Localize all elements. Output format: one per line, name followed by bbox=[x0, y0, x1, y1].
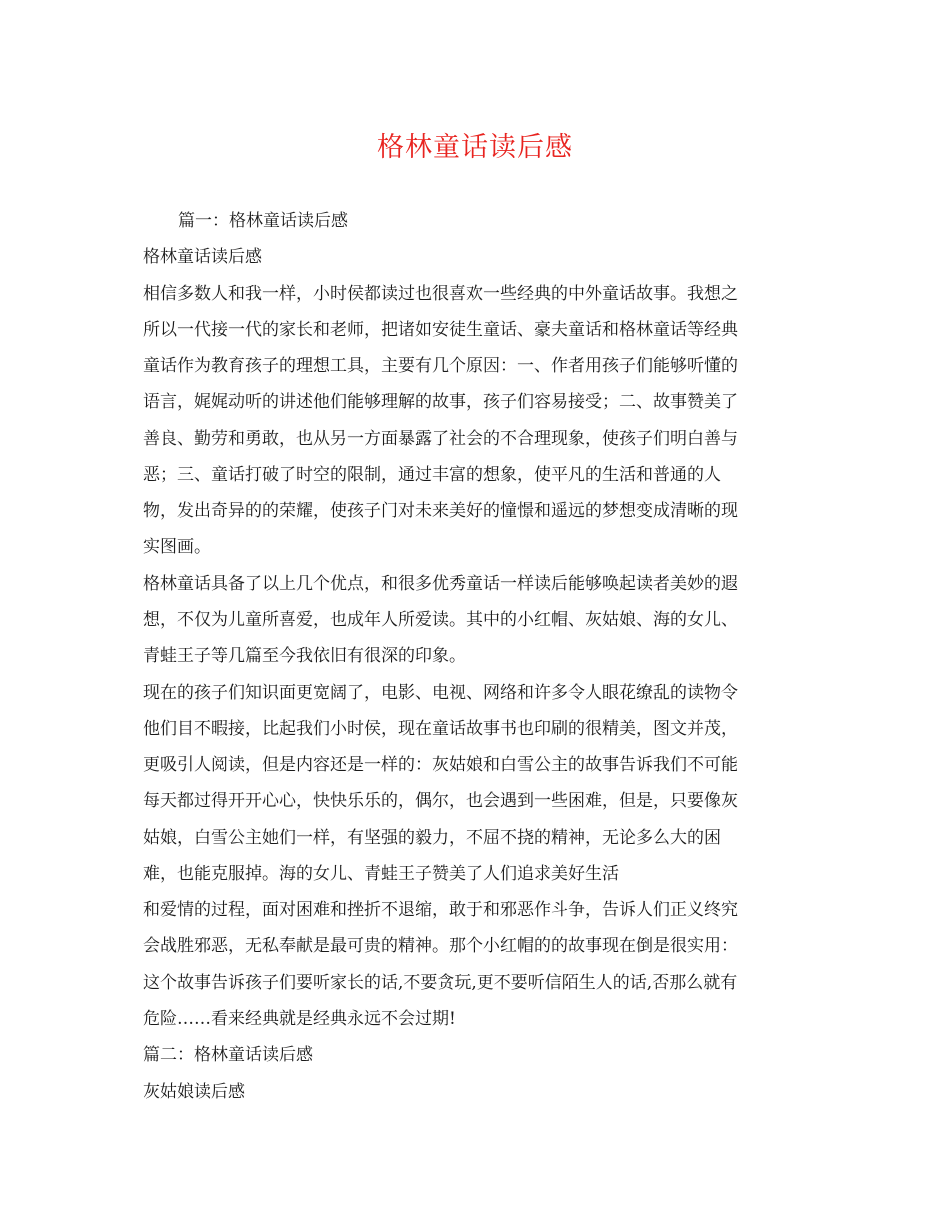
paragraph-line: 危险……看来经典就是经典永远不会过期! bbox=[143, 1009, 456, 1029]
paragraph-line: 会战胜邪恶，无私奉献是最可贵的精神。那个小红帽的的故事现在倒是很实用： bbox=[143, 936, 738, 956]
paragraph-line: 恶；三、童话打破了时空的限制，通过丰富的想象，使平凡的生活和普通的人 bbox=[143, 465, 721, 485]
paragraph-line: 格林童话具备了以上几个优点，和很多优秀童话一样读后能够唤起读者美妙的遐 bbox=[143, 574, 738, 594]
paragraph-line: 他们目不暇接，比起我们小时侯，现在童话故事书也印刷的很精美，图文并茂， bbox=[143, 719, 738, 739]
subtitle-2: 灰姑娘读后感 bbox=[143, 1082, 245, 1102]
paragraph-line: 更吸引人阅读，但是内容还是一样的：灰姑娘和白雪公主的故事告诉我们不可能 bbox=[143, 755, 738, 775]
paragraph-line: 物，发出奇异的的荣耀，使孩子门对未来美好的憧憬和遥远的梦想变成清晰的现 bbox=[143, 501, 738, 521]
subtitle-1: 格林童话读后感 bbox=[143, 247, 262, 267]
paragraph-line: 实图画。 bbox=[143, 537, 211, 557]
paragraph-line: 姑娘，白雪公主她们一样，有坚强的毅力，不屈不挠的精神，无论多么大的困 bbox=[143, 828, 721, 848]
paragraph-line: 所以一代接一代的家长和老师，把诸如安徒生童话、豪夫童话和格林童话等经典 bbox=[143, 320, 738, 340]
paragraph-line: 每天都过得开开心心，快快乐乐的，偶尔，也会遇到一些困难，但是，只要像灰 bbox=[143, 791, 738, 811]
paragraph-line: 相信多数人和我一样，小时侯都读过也很喜欢一些经典的中外童话故事。我想之 bbox=[143, 284, 738, 304]
paragraph-line: 和爱情的过程，面对困难和挫折不退缩，敢于和邪恶作斗争，告诉人们正义终究 bbox=[143, 900, 738, 920]
paragraph-line: 想，不仅为儿童所喜爱，也成年人所爱读。其中的小红帽、灰姑娘、海的女儿、 bbox=[143, 610, 738, 630]
paragraph-line: 善良、勤劳和勇敢，也从另一方面暴露了社会的不合理现象，使孩子们明白善与 bbox=[143, 429, 738, 449]
paragraph-line: 这个故事告诉孩子们要听家长的话,不要贪玩,更不要听信陌生人的话,否那么就有 bbox=[143, 973, 738, 993]
paragraph-line: 难，也能克服掉。海的女儿、青蛙王子赞美了人们追求美好生活 bbox=[143, 864, 619, 884]
paragraph-line: 青蛙王子等几篇至今我依旧有很深的印象。 bbox=[143, 646, 466, 666]
section-heading-2: 篇二：格林童话读后感 bbox=[143, 1045, 313, 1065]
paragraph-line: 童话作为教育孩子的理想工具，主要有几个原因：一、作者用孩子们能够听懂的 bbox=[143, 356, 738, 376]
section-heading-1: 篇一：格林童话读后感 bbox=[178, 211, 348, 231]
document-title: 格林童话读后感 bbox=[377, 132, 573, 163]
paragraph-line: 现在的孩子们知识面更宽阔了，电影、电视、网络和许多令人眼花缭乱的读物令 bbox=[143, 683, 738, 703]
paragraph-line: 语言，娓娓动听的讲述他们能够理解的故事，孩子们容易接受；二、故事赞美了 bbox=[143, 392, 738, 412]
